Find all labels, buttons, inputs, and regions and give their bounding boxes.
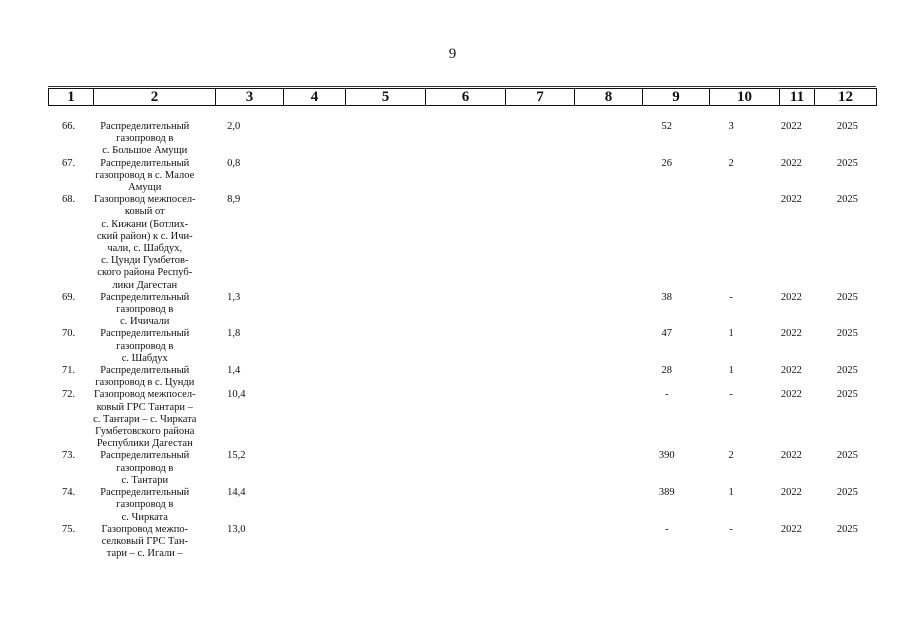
table-row [48,524,876,561]
length-value: 15,2 [227,450,246,462]
row-number: 73. [62,450,76,462]
row-number: 75. [62,523,76,535]
length-value: 1,3 [227,291,241,303]
table-row [48,487,876,524]
start-year: 2022 [780,291,802,303]
row-number: 68. [62,194,76,206]
col-header: 5 [346,89,426,106]
table-row [48,365,876,389]
row-number: 67. [62,157,76,169]
col-header: 11 [780,89,815,106]
header-row [49,89,877,106]
col10-value: 3 [728,121,734,132]
col10-value: - [729,523,733,535]
object-name: Газопровод межпосел- ковый ГРС Тантари – с. Тантари – с. Чирката Гумбетовского района Республики Дагестан [93,389,197,450]
object-name: Распределительный газопровод в с. Цунди [95,365,195,389]
row-number: 72. [62,389,76,401]
col10-value: 1 [728,365,734,377]
end-year: 2025 [836,487,858,499]
row-number: 69. [62,291,76,303]
end-year: 2025 [836,121,858,132]
col9-value: 390 [658,450,675,462]
table-body [48,121,876,560]
object-name: Газопровод межпо- селковый ГРС Тан- тари – с. Игали – [101,523,189,560]
start-year: 2022 [780,523,802,535]
end-year: 2025 [836,194,858,206]
col-header: 4 [284,89,346,106]
col-header: 6 [426,89,506,106]
object-name: Газопровод межпосел- ковый от с. Кижани (Ботлих- ский район) к с. Ичи- чали, с. Шабдух, с. Цунди Гумбетов- ского района Респуб- лики Дагестан [93,194,196,291]
length-value: 14,4 [227,487,246,499]
col9-value: 28 [661,365,672,377]
col10-value: - [729,389,733,401]
col9-value: 389 [658,487,675,499]
length-value: 8,9 [227,194,241,206]
start-year: 2022 [780,328,802,340]
end-year: 2025 [836,523,858,535]
end-year: 2025 [836,389,858,401]
object-name: Распределительный газопровод в с. Большое Амущи [100,121,190,157]
end-year: 2025 [836,365,858,377]
table-row [48,121,876,158]
length-value: 0,8 [227,157,241,169]
col-header: 3 [216,89,284,106]
object-name: Распределительный газопровод в с. Тантари [100,450,190,486]
top-rule [48,86,876,87]
col9-value: 47 [661,328,672,340]
object-name: Распределительный газопровод в с. Чирката [100,487,190,523]
col10-value: 2 [728,157,734,169]
table-row [48,292,876,329]
col-header: 10 [710,89,780,106]
table-row [48,328,876,365]
col-header: 1 [49,89,94,106]
length-value: 1,4 [227,365,241,377]
col10-value: 1 [728,328,734,340]
start-year: 2022 [780,389,802,401]
object-name: Распределительный газопровод в с. Малое Амущи [95,157,195,194]
table-row [48,194,876,292]
end-year: 2025 [836,291,858,303]
table-row [48,389,876,450]
start-year: 2022 [780,450,802,462]
col-header: 2 [94,89,216,106]
length-value: 1,8 [227,328,241,340]
object-name: Распределительный газопровод в с. Ичичали [100,291,190,328]
start-year: 2022 [780,194,802,206]
col9-value: - [664,523,669,535]
start-year: 2022 [780,487,802,499]
start-year: 2022 [780,121,802,132]
table-row [48,158,876,195]
row-number: 71. [62,365,76,377]
end-year: 2025 [836,157,858,169]
end-year: 2025 [836,450,858,462]
col9-value: 38 [661,291,672,303]
col9-value: - [664,389,669,401]
row-number: 70. [62,328,76,340]
col-header: 7 [506,89,575,106]
start-year: 2022 [780,365,802,377]
column-header-table [48,88,877,106]
col-header: 12 [815,89,877,106]
object-name: Распределительный газопровод в с. Шабдух [100,328,190,364]
start-year: 2022 [780,157,802,169]
col10-value: 2 [728,450,734,462]
col-header: 8 [575,89,643,106]
col-header: 9 [643,89,710,106]
page-number: 9 [448,46,457,62]
length-value: 2,0 [227,121,241,132]
length-value: 13,0 [227,523,246,535]
col10-value: - [729,291,733,303]
col10-value: 1 [728,487,734,499]
col9-value: 26 [661,157,672,169]
table-row [48,450,876,487]
col9-value: 52 [661,121,672,132]
length-value: 10,4 [227,389,246,401]
end-year: 2025 [836,328,858,340]
row-number: 66. [62,121,76,132]
row-number: 74. [62,487,76,499]
